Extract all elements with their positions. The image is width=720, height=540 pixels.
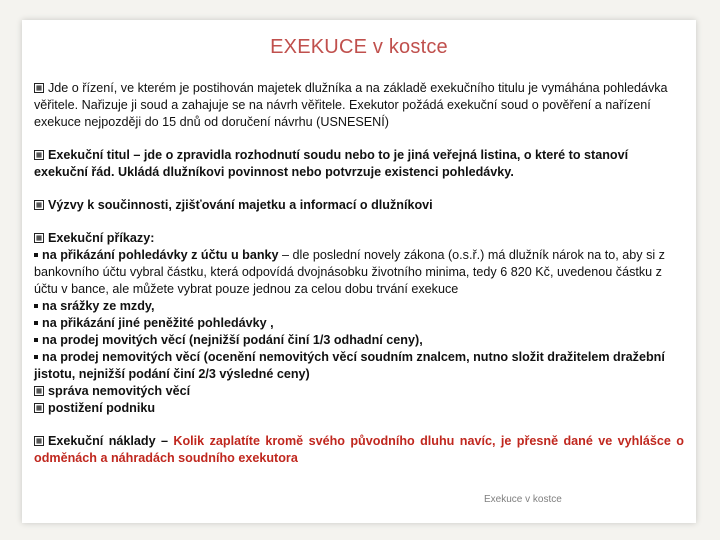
square-bullet-icon <box>34 355 38 359</box>
slide-content <box>34 80 684 483</box>
list-item: na srážky ze mzdy, <box>34 298 684 315</box>
square-bullet-icon <box>34 253 38 257</box>
paragraph-vyzvy <box>34 197 684 214</box>
square-bullet-icon <box>34 338 38 342</box>
square-bullet-icon <box>34 304 38 308</box>
checkbox-bullet-icon <box>34 403 44 413</box>
paragraph-proceedings <box>34 80 684 131</box>
list-item: na prodej nemovitých věcí (ocenění nemovitých věcí soudním znalcem, nutno složit dražitelem dražební jistotu, nejnižší podání činí 2/3 výsledné ceny) <box>34 350 665 381</box>
list-item: postižení podniku <box>34 400 684 417</box>
list-item: na přikázání jiné peněžité pohledávky , <box>34 315 684 332</box>
checkbox-bullet-icon <box>34 233 44 243</box>
paragraph-text: Výzvy k součinnosti, zjišťování majetku a informací o dlužníkovi <box>48 198 433 212</box>
checkbox-bullet-icon <box>34 436 44 446</box>
paragraph-exekucni-prikazy <box>34 230 684 417</box>
checkbox-bullet-icon <box>34 200 44 210</box>
paragraph-text: Exekuční titul – jde o zpravidla rozhodnutí soudu nebo to je jiná veřejná listina, o které to stanoví exekuční řád. Ukládá dlužníkovi povinnost nebo potvrzuje existenci pohledávky. <box>34 148 629 179</box>
paragraph-exekucni-naklady: Exekuční náklady – Kolik zaplatíte kromě svého původního dluhu navíc, je přesně dané ve vyhlášce o odměnách a náhradách soudního exekutora <box>34 434 684 465</box>
checkbox-bullet-icon <box>34 150 44 160</box>
prikazy-heading: Exekuční příkazy: <box>34 230 684 247</box>
slide-footer: Exekuce v kostce <box>484 494 562 505</box>
paragraph-exekucni-titul <box>34 147 684 181</box>
list-item: na prodej movitých věcí (nejnižší podání činí 1/3 odhadní ceny), <box>34 332 684 349</box>
square-bullet-icon <box>34 321 38 325</box>
checkbox-bullet-icon <box>34 83 44 93</box>
slide-title: EXEKUCE v kostce <box>270 36 448 58</box>
paragraph-text: Jde o řízení, ve kterém je postihován majetek dlužníka a na základě exekučního titulu je vymáhána pohledávka věřitele. Nařizuje ji soud a zahajuje se na návrh věřitele. Exekutor požádá exekuční soud o pověření a nařízení exekuce nejpozději do 15 dnů od doručení návrhu (USNESENÍ) <box>34 81 668 129</box>
slide <box>22 20 696 523</box>
list-item: správa nemovitých věcí <box>34 383 684 400</box>
checkbox-bullet-icon <box>34 386 44 396</box>
list-item: na přikázání pohledávky z účtu u banky – dle poslední novely zákona (o.s.ř.) má dlužník nárok na to, aby si z bankovního účtu vybral částku, která odpovídá dvojnásobku životního minima, tedy 6 820 Kč, uvedenou částku z účtu v bance, ale můžete vybrat pouze jednou za celou dobu trvání exekuce <box>34 248 665 296</box>
